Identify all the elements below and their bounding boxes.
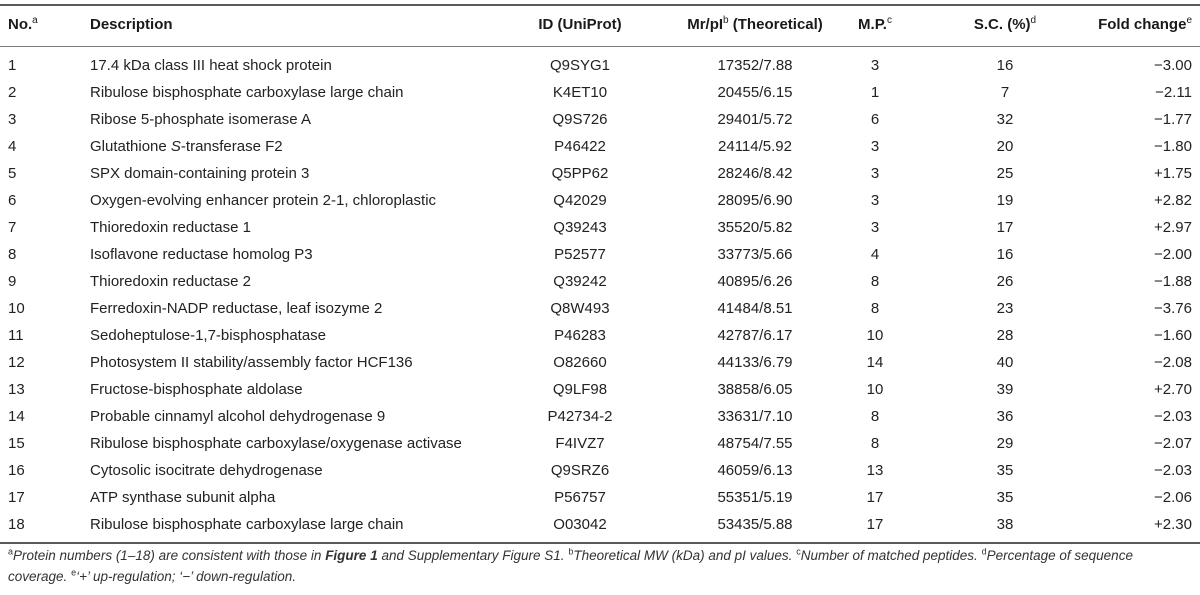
table-row <box>0 215 1200 242</box>
table-row <box>0 80 1200 107</box>
cell-no: 2 <box>8 84 17 101</box>
header-mp: M.P.$^c$ <box>858 15 892 33</box>
cell-mp: 8 <box>870 300 880 317</box>
cell-sc: 26 <box>996 273 1014 290</box>
cell-sc: 16 <box>996 246 1014 263</box>
cell-mp: 6 <box>870 111 880 128</box>
cell-sc: 38 <box>996 516 1014 533</box>
cell-fold-change: −1.60 <box>1154 327 1192 344</box>
cell-id: Q9SRZ6 <box>550 462 610 479</box>
table-row <box>0 296 1200 323</box>
cell-id: P56757 <box>554 489 606 506</box>
cell-description: Thioredoxin reductase 1 <box>90 219 251 236</box>
cell-mp: 8 <box>870 435 880 452</box>
cell-sc: 29 <box>996 435 1014 452</box>
cell-no: 3 <box>8 111 17 128</box>
cell-fold-change: −2.08 <box>1154 354 1192 371</box>
cell-mp: 3 <box>870 165 880 182</box>
cell-mp: 14 <box>866 354 884 371</box>
cell-id: O03042 <box>553 516 607 533</box>
table-row <box>0 431 1200 458</box>
table-row <box>0 188 1200 215</box>
cell-no: 15 <box>8 435 25 452</box>
cell-description: Photosystem II stability/assembly factor HCF136 <box>90 354 413 371</box>
cell-no: 18 <box>8 516 25 533</box>
cell-description: Ribulose bisphosphate carboxylase large chain <box>90 84 404 101</box>
cell-sc: 20 <box>996 138 1014 155</box>
cell-id: Q8W493 <box>550 300 610 317</box>
cell-description: Sedoheptulose-1,7-bisphosphatase <box>90 327 327 344</box>
cell-fold-change: +2.97 <box>1154 219 1192 236</box>
cell-description: Ribose 5-phosphate isomerase A <box>90 111 311 128</box>
table-row <box>0 377 1200 404</box>
cell-mp: 17 <box>866 489 884 506</box>
cell-mr-pi: 55351/5.19 <box>717 489 793 506</box>
cell-description: Cytosolic isocitrate dehydrogenase <box>90 462 323 479</box>
header-mr-pi: $Mr/pI^b$ (Theoretical) <box>687 15 823 33</box>
cell-fold-change: −2.03 <box>1154 462 1192 479</box>
cell-mr-pi: 17352/7.88 <box>717 57 793 74</box>
cell-sc: 32 <box>996 111 1014 128</box>
cell-id: Q39243 <box>553 219 607 236</box>
cell-fold-change: +2.30 <box>1154 516 1192 533</box>
cell-description: Thioredoxin reductase 2 <box>90 273 251 290</box>
cell-mr-pi: 28095/6.90 <box>717 192 793 209</box>
cell-id: Q9S726 <box>552 111 608 128</box>
cell-description: Ribulose bisphosphate carboxylase/oxygenase activase <box>90 435 462 452</box>
header-no: No.$^a$ <box>8 15 38 33</box>
cell-no: 12 <box>8 354 25 371</box>
cell-sc: 35 <box>996 489 1014 506</box>
header-rule <box>0 46 1200 47</box>
table-header <box>0 4 1200 46</box>
table-row <box>0 269 1200 296</box>
cell-no: 17 <box>8 489 25 506</box>
cell-mp: 3 <box>870 219 880 236</box>
cell-mp: 10 <box>866 327 884 344</box>
cell-fold-change: −2.11 <box>1155 84 1192 101</box>
cell-fold-change: −1.88 <box>1154 273 1192 290</box>
table-row <box>0 53 1200 80</box>
cell-fold-change: −3.76 <box>1154 300 1192 317</box>
cell-id: P46422 <box>554 138 606 155</box>
cell-sc: 7 <box>1000 84 1010 101</box>
table-row <box>0 161 1200 188</box>
cell-sc: 40 <box>996 354 1014 371</box>
cell-mr-pi: 33773/5.66 <box>717 246 793 263</box>
cell-id: Q9LF98 <box>552 381 608 398</box>
cell-fold-change: −2.06 <box>1154 489 1192 506</box>
table-row <box>0 485 1200 512</box>
header-id: ID (UniProt) <box>538 16 622 33</box>
cell-fold-change: −2.03 <box>1154 408 1192 425</box>
cell-mp: 4 <box>870 246 880 263</box>
cell-mp: 3 <box>870 192 880 209</box>
cell-id: Q5PP62 <box>551 165 609 182</box>
cell-sc: 19 <box>996 192 1014 209</box>
cell-fold-change: −1.77 <box>1154 111 1192 128</box>
cell-fold-change: −3.00 <box>1154 57 1192 74</box>
header-fold-change: Fold change$^e$ <box>1098 15 1192 33</box>
cell-no: 1 <box>8 57 17 74</box>
cell-no: 11 <box>8 327 24 344</box>
cell-fold-change: −2.07 <box>1154 435 1192 452</box>
cell-no: 6 <box>8 192 17 209</box>
cell-id: K4ET10 <box>552 84 608 101</box>
table-row <box>0 512 1200 539</box>
cell-id: O82660 <box>553 354 607 371</box>
cell-description: Isoflavone reductase homolog P3 <box>90 246 313 263</box>
cell-mr-pi: 38858/6.05 <box>717 381 793 398</box>
cell-description: Probable cinnamyl alcohol dehydrogenase 9 <box>90 408 386 425</box>
cell-description: Oxygen-evolving enhancer protein 2-1, chloroplastic <box>90 192 437 209</box>
cell-fold-change: +2.82 <box>1154 192 1192 209</box>
cell-no: 5 <box>8 165 17 182</box>
table-row <box>0 323 1200 350</box>
cell-mr-pi: 44133/6.79 <box>717 354 793 371</box>
table-footnotes: $^a$Protein numbers (1–18) are consistent with those in Figure 1 and Supplementary Figure S1. $^b$Theoretical MW (kDa) and pI values. $^c$Number of matched peptides. $^d$Percentage of sequence coverage. $^e$‘+’ up-regulation; ‘−’ down-regulation. <box>8 546 1133 584</box>
table-row <box>0 107 1200 134</box>
cell-mr-pi: 33631/7.10 <box>717 408 793 425</box>
cell-mr-pi: 53435/5.88 <box>717 516 793 533</box>
cell-sc: 39 <box>996 381 1014 398</box>
cell-fold-change: +2.70 <box>1154 381 1192 398</box>
cell-no: 4 <box>8 138 17 155</box>
cell-id: Q9SYG1 <box>549 57 611 74</box>
cell-mr-pi: 42787/6.17 <box>717 327 793 344</box>
cell-sc: 28 <box>996 327 1014 344</box>
table-row <box>0 350 1200 377</box>
cell-mp: 13 <box>866 462 884 479</box>
cell-id: Q42029 <box>553 192 607 209</box>
cell-id: P46283 <box>554 327 606 344</box>
cell-no: 16 <box>8 462 25 479</box>
cell-mp: 3 <box>870 138 880 155</box>
cell-fold-change: −1.80 <box>1154 138 1192 155</box>
table-body <box>0 53 1200 539</box>
cell-sc: 25 <box>996 165 1014 182</box>
cell-sc: 16 <box>996 57 1014 74</box>
table-row <box>0 134 1200 161</box>
cell-description: Fructose-bisphosphate aldolase <box>90 381 303 398</box>
cell-id: F4IVZ7 <box>555 435 605 452</box>
cell-mr-pi: 40895/6.26 <box>717 273 793 290</box>
cell-description: Ferredoxin-NADP reductase, leaf isozyme 2 <box>90 300 383 317</box>
cell-mr-pi: 35520/5.82 <box>717 219 793 236</box>
cell-description: Ribulose bisphosphate carboxylase large chain <box>90 516 404 533</box>
cell-mr-pi: 41484/8.51 <box>717 300 793 317</box>
cell-description: ATP synthase subunit alpha <box>90 489 276 506</box>
cell-sc: 35 <box>996 462 1014 479</box>
cell-no: 10 <box>8 300 25 317</box>
table-row <box>0 242 1200 269</box>
cell-mr-pi: 28246/8.42 <box>717 165 793 182</box>
cell-mr-pi: 46059/6.13 <box>717 462 793 479</box>
cell-mp: 17 <box>866 516 884 533</box>
cell-no: 8 <box>8 246 17 263</box>
header-description: Description <box>90 16 173 33</box>
cell-description: Glutathione S-transferase F2 <box>90 138 283 155</box>
cell-mp: 1 <box>870 84 880 101</box>
cell-mr-pi: 48754/7.55 <box>717 435 793 452</box>
cell-fold-change: +1.75 <box>1154 165 1192 182</box>
table-bottom-rule <box>0 542 1200 544</box>
cell-description: 17.4 kDa class III heat shock protein <box>90 57 332 74</box>
cell-mr-pi: 24114/5.92 <box>718 138 792 155</box>
table-row <box>0 404 1200 431</box>
cell-no: 7 <box>8 219 17 236</box>
cell-sc: 23 <box>996 300 1014 317</box>
cell-no: 14 <box>8 408 25 425</box>
table-row <box>0 458 1200 485</box>
cell-mp: 10 <box>866 381 884 398</box>
cell-mp: 8 <box>870 273 880 290</box>
cell-id: Q39242 <box>553 273 607 290</box>
cell-mr-pi: 20455/6.15 <box>717 84 793 101</box>
cell-fold-change: −2.00 <box>1154 246 1192 263</box>
cell-no: 13 <box>8 381 25 398</box>
cell-description: SPX domain-containing protein 3 <box>90 165 310 182</box>
cell-mp: 8 <box>870 408 880 425</box>
cell-sc: 36 <box>996 408 1014 425</box>
header-sc: S.C. (%)$^d$ <box>973 15 1037 33</box>
cell-sc: 17 <box>996 219 1014 236</box>
cell-no: 9 <box>8 273 17 290</box>
cell-mp: 3 <box>870 57 880 74</box>
cell-id: P52577 <box>554 246 606 263</box>
cell-mr-pi: 29401/5.72 <box>717 111 793 128</box>
cell-id: P42734-2 <box>547 408 613 425</box>
